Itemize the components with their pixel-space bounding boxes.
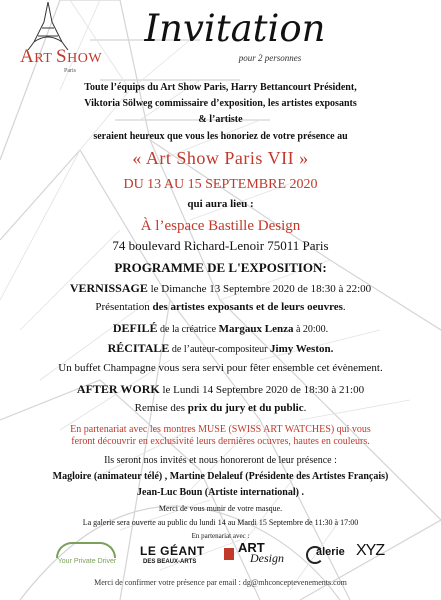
program-afterwork: AFTER WORK le Lundi 14 Septembre 2020 de 18:30 à 21:00 [76,382,365,396]
program-prix: Remise des prix du jury et du public. [134,402,307,414]
intro-line-3: & l’artiste [198,114,243,125]
art-show-logo [8,2,103,82]
car-arc-icon [56,542,116,558]
mask-notice: Merci de vous munir de votre masque. [158,504,283,513]
venue-intro: qui aura lieu : [187,198,254,210]
venue-name: À l’espace Bastille Design [140,218,301,234]
program-buffet: Un buffet Champagne vous sera servi pour fêter ensemble cet évènement. [58,362,383,374]
program-presentation: Présentation des artistes exposants et de leurs oeuvres. [95,301,346,313]
partnership-line-1: En partenariat avec les montres MUSE (SWISS ART WATCHES) qui vous [70,424,371,435]
event-name: « Art Show Paris VII » [132,148,309,168]
red-square-icon [224,548,234,560]
opening-hours: La galerie sera ouverte au public du lundi 14 au Mardi 15 Septembre de 11:30 à 17:00 [82,518,359,527]
geant-beaux-arts-logo: LE GÉANT DES BEAUX-ARTS [140,544,235,570]
private-driver-logo: Your Private Driver [52,540,122,568]
program-heading: PROGRAMME DE L'EXPOSITION: [114,260,327,275]
partner-logos [0,540,441,570]
guests-line-1: Magloire (animateur télé) , Martine Delaleuf (Présidente des Artistes Français) [52,471,389,482]
intro-line-2: Viktoria Sölweg commissaire d’exposition, les artistes exposants [84,98,357,109]
logo-wordmark: ART SHOW [20,46,103,67]
guests-line-2: Jean-Luc Boun (Artiste international) . [137,487,304,498]
partnership-line-2: feront découvrir en exclusivité leurs dernières ocuvres, hautes en couleurs. [71,436,370,447]
xyz-logo: XYZ [356,542,385,559]
program-defile: DEFILÉ de la créatrice Margaux Lenza à 20:00. [112,321,329,335]
intro-line-1: Toute l’équips du Art Show Paris, Harry Bettancourt Président, [84,82,357,93]
page-title: Invitation [144,7,326,50]
intro-line-4: seraient heureux que vous les honoriez de votre présence au [93,131,348,142]
page-subtitle: pour 2 personnes [238,53,302,63]
eiffel-tower-icon [22,2,74,50]
art-design-logo: ART Design [238,540,284,565]
partners-intro: En partenariat avec : [191,532,250,540]
guests-intro: Ils seront nos invités et nous honoreront de leur présence : [104,455,337,466]
event-dates: DU 13 AU 15 SEPTEMBRE 2020 [123,177,318,192]
rsvp-notice: Merci de confirmer votre présence par email : dg@mhconceptevenements.com [94,578,347,587]
program-vernissage: VERNISSAGE le Dimanche 13 Septembre 2020 de 18:30 à 22:00 [69,281,372,295]
logo-subtitle: Paris [64,68,76,74]
venue-address: 74 boulevard Richard-Lenoir 75011 Paris [112,238,329,253]
program-recitale: RÉCITALE de l’auteur-compositeur Jimy Weston. [107,341,334,355]
galerie-logo: alerie [306,544,354,568]
